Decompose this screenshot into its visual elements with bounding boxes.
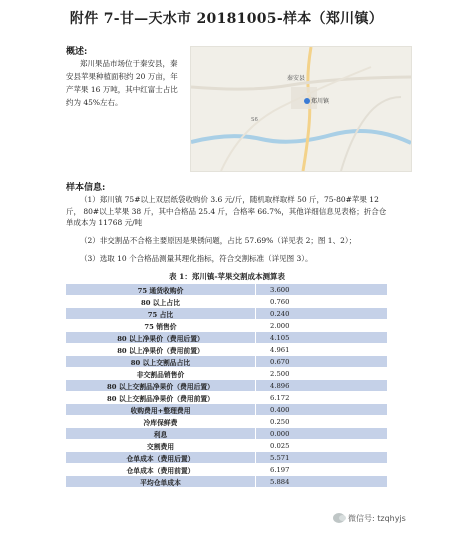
row-value: 4.961 (256, 344, 388, 356)
table-row (66, 464, 388, 476)
row-label: 仓单成本（费用后置） (66, 452, 256, 464)
row-label: 75 通货收购价 (66, 284, 256, 296)
row-value: 0.025 (256, 440, 388, 452)
table-row (66, 380, 388, 392)
row-label: 交割费用 (66, 440, 256, 452)
row-value: 5.884 (256, 476, 388, 488)
table-row (66, 344, 388, 356)
overview-heading: 概述: (66, 47, 88, 57)
row-value: 0.760 (256, 296, 388, 308)
table-caption: 表 1：郑川镇-苹果交割成本测算表 (169, 272, 285, 281)
row-label: 75 占比 (66, 308, 256, 320)
table-row (66, 416, 388, 428)
row-value: 0.400 (256, 404, 388, 416)
row-label: 80 以上净果价（费用后置） (66, 332, 256, 344)
row-label: 收购费用+整理费用 (66, 404, 256, 416)
map-label-county: 秦安县 (287, 75, 306, 82)
row-value: 5.571 (256, 452, 388, 464)
map-label-town: 郑川镇 (311, 98, 330, 105)
wechat-icon (333, 513, 345, 523)
table-row (66, 476, 388, 488)
table-row (66, 404, 388, 416)
overview-text: 郑川果品市场位于秦安县，秦安县苹果种植面积约 20 万亩，年产苹果 16 万吨，其中红富士占比约为 45%左右。 (66, 59, 178, 107)
row-value: 0.670 (256, 356, 388, 368)
table-row (66, 320, 388, 332)
row-label: 利息 (66, 428, 256, 440)
row-label: 80 以上净果价（费用前置） (66, 344, 256, 356)
row-value: 3.600 (256, 284, 388, 296)
map-graphic (191, 47, 411, 171)
table-row (66, 332, 388, 344)
row-label: 平均仓单成本 (66, 476, 256, 488)
table-row (66, 428, 388, 440)
table-row (66, 452, 388, 464)
table-row (66, 440, 388, 452)
row-label: 非交割品销售价 (66, 368, 256, 380)
row-value: 4.105 (256, 332, 388, 344)
row-label: 80 以上交割品占比 (66, 356, 256, 368)
watermark-text: 微信号: tzqhyjs (348, 513, 406, 523)
row-value: 0.240 (256, 308, 388, 320)
table-row (66, 368, 388, 380)
row-value: 6.172 (256, 392, 388, 404)
sample-info-heading: 样本信息: (66, 183, 106, 193)
location-map[interactable] (190, 46, 412, 172)
row-label: 80 以上占比 (66, 296, 256, 308)
table-row (66, 296, 388, 308)
row-label: 冷库保鲜费 (66, 416, 256, 428)
row-value: 2.000 (256, 320, 388, 332)
row-label: 80 以上交割品净果价（费用后置） (66, 380, 256, 392)
row-value: 2.500 (256, 368, 388, 380)
cost-table (66, 284, 388, 488)
row-value: 0.000 (256, 428, 388, 440)
map-label-road: S6 (251, 117, 258, 123)
table-row (66, 308, 388, 320)
wechat-watermark (333, 511, 406, 525)
sample-info-paragraph-2: （2）非交割品不合格主要原因是果锈问题，占比 57.69%（详见表 2；图 1、2）； (80, 236, 357, 245)
document-title: 附件 7-甘—天水市 20181005-样本（郑川镇） (69, 11, 384, 27)
row-label: 80 以上交割品净果价（费用前置） (66, 392, 256, 404)
sample-info-paragraph-3: （3）选取 10 个合格品测量其理化指标，符合交割标准（详见图 3）。 (80, 254, 313, 263)
table-row (66, 356, 388, 368)
table-row (66, 284, 388, 296)
table-row (66, 392, 388, 404)
row-value: 0.250 (256, 416, 388, 428)
row-value: 4.896 (256, 380, 388, 392)
row-value: 6.197 (256, 464, 388, 476)
sample-info-paragraph-1: （1）郑川镇 75#以上双层纸袋收购价 3.6 元/斤，随机取样取样 50 斤，75-80#苹果 12 斤， 80#以上苹果 38 斤，其中合格品 25.4 斤，合格率 66.7%，其他详细信息见表格；折合仓单成本为 11768 元/吨 (66, 195, 387, 227)
row-label: 75 销售价 (66, 320, 256, 332)
row-label: 仓单成本（费用前置） (66, 464, 256, 476)
